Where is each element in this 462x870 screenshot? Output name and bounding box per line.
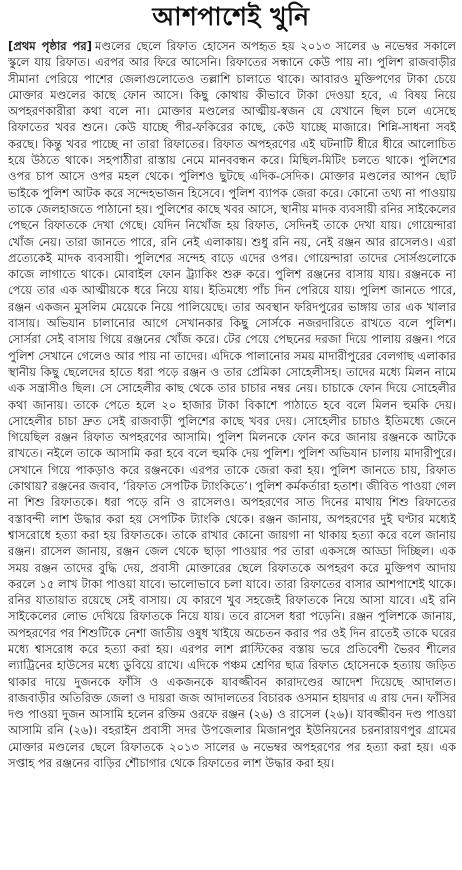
headline: আশপাশেই খুনি [152, 2, 310, 31]
article-body [8, 38, 456, 864]
article-text: মণ্ডলের ছেলে রিফাত হোসেন অপহৃত হয় ২০১৩ সালের ৬ নভেম্বর সকালে স্কুলে যায় রিফাত। এরপর আর ফিরে আসেনি। রিফাতের সন্ধানে কেউ পায় না। পুলিশ রাজবাড়ীর সীমানা পেরিয়ে পাশের জেলাগুলোতেও তল্লাশি চালাতে থাকে। আবারও মুক্তিপণের টাকা চেয়ে মোক্তার মণ্ডলের কাছে ফোন আসে। কিছু কোথায় কীভাবে টাকা দেওয়া হবে, এ বিষয় নিয়ে অপহরণকারীরা কথা বলে না। মোক্তার মণ্ডলের আত্মীয়-স্বজন যে যেখানে ছিল চলে এসেছে রিফাতের খবর শুনে। কেউ যাচ্ছে পীর-ফকিরের কাছে, কেউ যাচ্ছে মাজারে। শিন্নি-সাধনা সবই করছে। কিন্তু খবর পাচ্ছে না তারা রিফাতের। রিফাত অপহরণের এই ঘটনাটি ধীরে ধীরে আলোচিত হয়ে উঠতে থাকে। সহপাঠীরা রাস্তায় নেমে মানববন্ধন করে। মিছিল-মিটিং চলতে থাকে। পুলিশের ওপর চাপ আসে ওপর মহল থেকে। পুলিশও ছুটছে এদিক-সেদিক। মোক্তার মণ্ডলের আপন ছোট ভাইকে পুলিশ আটক করে সন্দেহভাজন হিসেবে। পুলিশ ব্যাপক জেরা করে। কোনো তথ্য না পাওয়ায় তাকে জেলহাজতে পাঠানো হয়। পুলিশের কাছে খবর আসে, স্থানীয় মাদক ব্যবসায়ী রনির সাইকেলের পেছনে রিফাতকে দেখা গেছে। যেদিন নিখোঁজ হয় রিফাত, সেদিনই তাকে দেখা যায়। গোয়েন্দারা খোঁজ নেয়। তারা জানতে পারে, রনি নেই এলাকায়। শুধু রনি নয়, নেই রঞ্জন আর রাসেলও। এরা প্রত্যেকেই মাদক ব্যবসায়ী। পুলিশের সন্দেহ বাড়ে এদের ওপর। গোয়েন্দারা তাদের সোর্সগুলোকে কাজে লাগাতে থাকে। মোবাইল ফোন ট্র্যাকিং শুরু করে। পুলিশ রঞ্জনের বাসায় যায়। রঞ্জনকে না পেয়ে তার এক আত্মীয়কে ধরে নিয়ে যায়। ইতিমধ্যে পাঁচ দিন পেরিয়ে যায়। পুলিশ জানতে পারে, রঞ্জন একজন মুসলিম মেয়েকে নিয়ে পালিয়েছে। তার অবস্থান ফরিদপুরের ভাঙ্গায় তার এক খালার বাসায়। অভিযান চালানোর আগে সেখানকার কিছু সোর্সকে নজরদারিতে রাখতে বলে পুলিশ। সোর্সরা সেই বাসায় গিয়ে রঞ্জনের খোঁজ করে। টের পেয়ে পেছনের দরজা দিয়ে পালায় রঞ্জন। পরে পুলিশ সেখানে গেলেও আর পায় না তাদের। এদিকে পালানোর সময় মাদারীপুরের বেলগাছ এলাকার স্থানীয় কিছু ছেলেদের হাতে ধরা পড়ে রঞ্জন ও তার প্রেমিকা সোহেলীসহ। তাদের মধ্যে মিলন নামে এক সন্ত্রাসীও ছিল। সে সোহেলীর কাছ থেকে তার চাচার নম্বর নেয়। চাচাকে ফোন দিয়ে সোহেলীর কথা জানায়। তাকে পেতে হলে ২০ হাজার টাকা বিকাশে পাঠাতে হবে বলে মিলন হুমকি দেয়। সোহেলীর চাচা দ্রুত সেই রাজবাড়ী পুলিশের কাছে খবর দেয়। সোহেলীর চাচাও ইতিমধ্যে জেনে গিয়েছিল রঞ্জন রিফাত অপহরণের আসামি। পুলিশ মিলনকে ফোন করে জানায় রঞ্জনকে আটকে রাখতে। নইলে তাকে আসামি করা হবে বলে হুমকি দেয় পুলিশ। পুলিশ অভিযান চালায় মাদারীপুরে। সেখানে গিয়ে পাকড়াও করে রঞ্জনকে। এরপর তাকে জেরা করা হয়। পুলিশ জানতে চায়, রিফাত কোথায়? রঞ্জনের জবাব, ‘রিফাত সেপটিক ট্যাংকিতে’। পুলিশ কর্মকর্তারা হতাশ। জীবিত পাওয়া গেল না শিশু রিফাতকে। ধরা পড়ে রনি ও রাসেলও। অপহরণের সাত দিনের মাথায় শিশু রিফাতের বস্তাবন্দী লাশ উদ্ধার করা হয় সেপটিক ট্যাংকি থেকে। রঞ্জন জানায়, অপহরণের দুই ঘণ্টার মধ্যেই শ্বাসরোধে হত্যা করা হয় রিফাতকে। তাকে রাখার কোনো জায়গা না থাকায় হত্যা করে বলে জানায় রঞ্জন। রাসেল জানায়, রঞ্জন জেল থেকে ছাড়া পাওয়ার পর তারা একসঙ্গে আড্ডা দিচ্ছিল। এক সময় রঞ্জন তাদের বুদ্ধি দেয়, প্রবাসী মোক্তারের ছেলে রিফাতকে অপহরণ করে মুক্তিপণ আদায় করলে ১৫ লাখ টাকা পাওয়া যাবে। ভালোভাবে চলা যাবে। তারা রিফাতের বাসার আশপাশেই থাকে। রনির যাতায়াত রয়েছে সেই বাসায়। যে কারণে খুব সহজেই রিফাতকে নিয়ে আসা যাবে। এই রনি সাইকেলের লোভ দেখিয়ে রিফাতকে নিয়ে যায়। তবে রাসেল ধরা পড়েনি। রঞ্জন পুলিশকে জানায়, অপহরণের পর শিশুটিকে নেশা জাতীয় ওষুধ খাইয়ে অচেতন করার পর ওই দিন রাতেই তাকে ঘরের মধ্যে শ্বাসরোধ করে হত্যা করা হয়। এরপর লাশ প্লাস্টিকের বস্তায় ভরে প্রতিবেশী ভৈরব শীলের ল্যাট্রিনের হাউসের মধ্যে ডুবিয়ে রাখে। এদিকে পঞ্চম শ্রেণির ছাত্র রিফাত হোসেনকে হত্যায় জড়িত থাকার দায়ে দুজনকে ফাঁসি ও একজনকে যাবজ্জীবন কারাদণ্ডের আদেশ দিয়েছে আদালত। রাজবাড়ীর অতিরিক্ত জেলা ও দায়রা জজ আদালতের বিচারক ওসমান হায়দার এ রায় দেন। ফাঁসির দণ্ড পাওয়া দুজন আসামি হলেন রক্তিম ওরফে রঞ্জন (২৬) ও রাসেল (২৬)। যাবজ্জীবন দণ্ড পাওয়া আসামি রনি (২৬)। বহরাইন প্রবাসী সদর উপজেলার মিজানপুর ইউনিয়নের চরনারায়ণপুর গ্রামের মোক্তার মণ্ডলের ছেলে রিফাতকে ২০১৩ সালের ৬ নভেম্বর অপহরণের পর হত্যা করা হয়। এক সপ্তাহ পর রঞ্জনের বাড়ির শৌচাগার থেকে রিফাতের লাশ উদ্ধার করা হয়। [8, 39, 456, 771]
continuation-tag: [প্রথম পৃষ্ঠার পর] [8, 39, 93, 53]
article-paragraph [8, 38, 456, 771]
